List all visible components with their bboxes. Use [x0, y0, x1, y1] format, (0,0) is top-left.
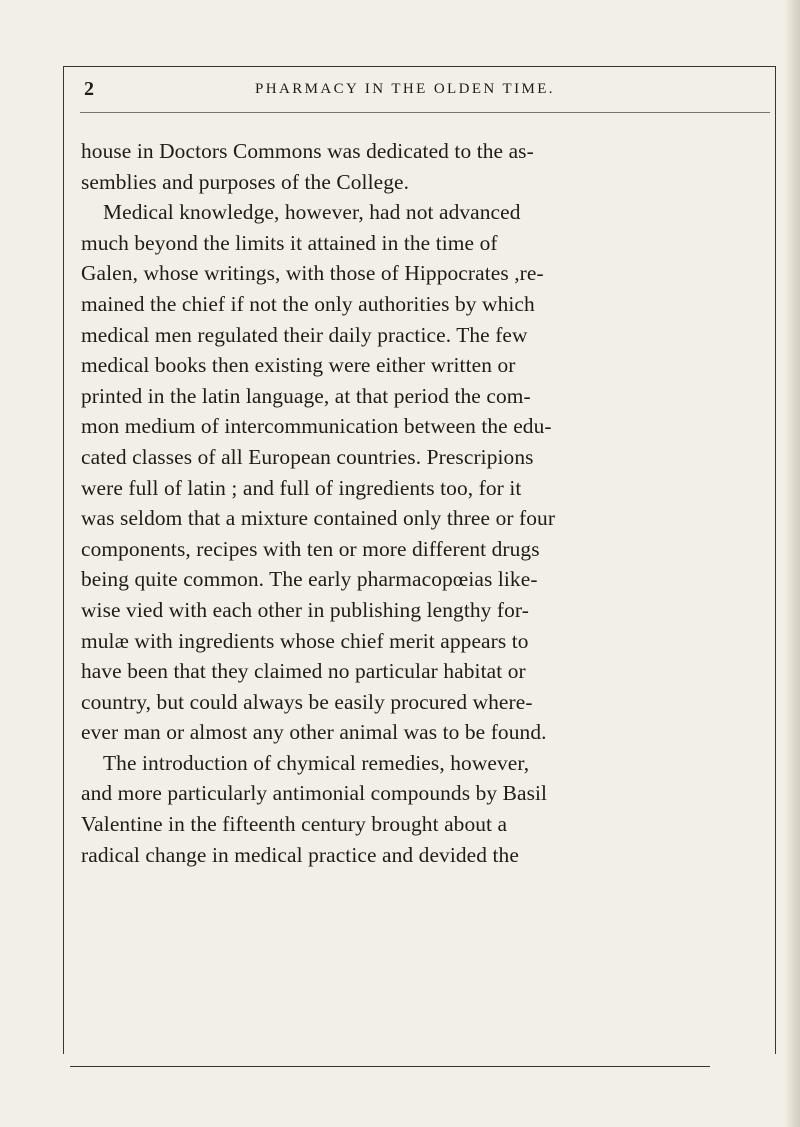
body-text	[81, 136, 771, 870]
text-line: Medical knowledge, however, had not advanced	[103, 200, 521, 225]
text-line: cated classes of all European countries. Prescripions	[81, 444, 534, 469]
text-line: Valentine in the fifteenth century brought about a	[81, 812, 508, 837]
text-line: have been that they claimed no particular habitat or	[81, 659, 526, 684]
text-line: was seldom that a mixture contained only three or four	[81, 506, 556, 531]
text-line: ever man or almost any other animal was to be found.	[81, 720, 547, 745]
text-line: were full of latin ; and full of ingredients too, for it	[81, 475, 522, 500]
text-line: house in Doctors Commons was dedicated to the as-	[81, 139, 534, 163]
page-number: 2	[84, 78, 95, 100]
text-line: mon medium of intercommunication between the edu-	[81, 414, 552, 439]
text-line: wise vied with each other in publishing lengthy for-	[81, 597, 529, 622]
running-title: PHARMACY IN THE OLDEN TIME.	[255, 81, 555, 97]
header-rule	[80, 112, 770, 113]
text-line: being quite common. The early pharmacopœias like-	[81, 567, 538, 592]
text-line: mained the chief if not the only authorities by which	[81, 291, 535, 316]
text-line: country, but could always be easily procured where-	[81, 689, 533, 714]
text-line: Galen, whose writings, with those of Hippocrates ,re-	[81, 261, 544, 286]
text-line: radical change in medical practice and devided the	[81, 842, 519, 867]
text-line: and more particularly antimonial compounds by Basil	[81, 781, 548, 806]
text-line: semblies and purposes of the College.	[81, 169, 410, 194]
text-line: much beyond the limits it attained in the time of	[81, 230, 498, 255]
text-line: mulæ with ingredients whose chief merit appears to	[81, 628, 529, 653]
text-line: medical books then existing were either written or	[81, 353, 516, 378]
bottom-rule	[70, 1066, 710, 1067]
page-edge-shadow	[784, 0, 800, 1127]
text-line: components, recipes with ten or more different drugs	[81, 536, 540, 561]
text-line: medical men regulated their daily practice. The few	[81, 322, 528, 347]
text-line: The introduction of chymical remedies, however,	[103, 750, 530, 775]
running-head	[63, 78, 776, 108]
text-line: printed in the latin language, at that period the com-	[81, 383, 531, 408]
